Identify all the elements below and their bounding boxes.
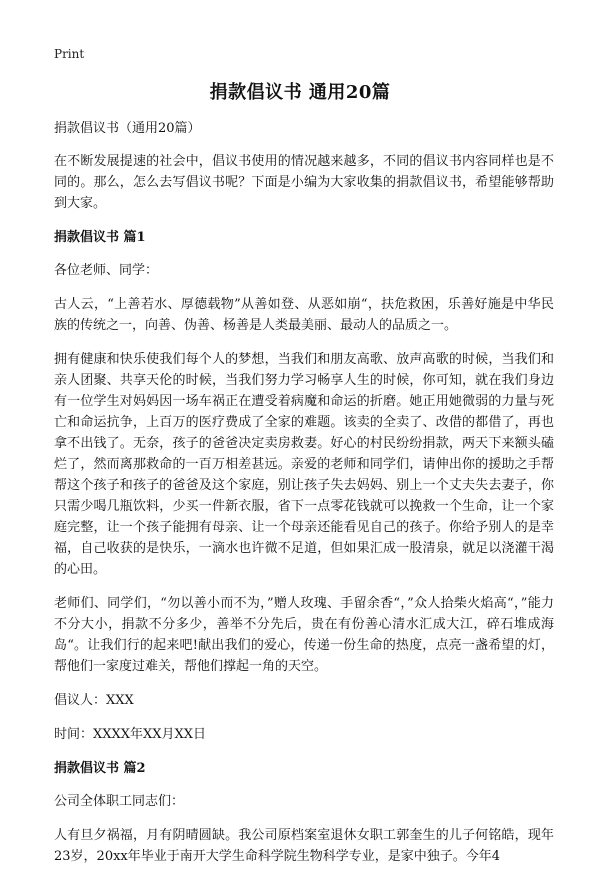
page-title: 捐款倡议书 通用20篇 xyxy=(209,82,391,103)
section-1-date: 时间：XXXX年XX月XX日 xyxy=(54,727,207,742)
section-heading-2: 捐款倡议书 篇2 xyxy=(54,761,146,776)
section-2-paragraph-1: 人有旦夕祸福，月有阴晴圆缺。我公司原档案室退休女职工郭奎生的儿子何铭皓，现年23岁，20xx年毕业于南开大学生命科学院生物科学专业，是家中独子。今年4 xyxy=(54,828,554,864)
section-1-greeting: 各位老师、同学： xyxy=(54,263,159,278)
article-body xyxy=(54,118,554,880)
print-link[interactable]: Print xyxy=(54,47,85,61)
document-subtitle: 捐款倡议书（通用20篇） xyxy=(54,121,201,136)
section-1-paragraph-3: 老师们、同学们，“勿以善小而不为，”赠人玫瑰、手留余香“，”众人拾柴火焰高“，”能力不分大小，捐款不分多少，善举不分先后，贵在有份善心清水汇成大江，碎石堆成海岛“。让我们行的起来吧!献出我们的爱心，传递一份生命的热度，点亮一盏希望的灯，帮他们一家度过难关，帮他们撑起一角的天空。 xyxy=(54,596,554,674)
section-1-signer: 倡议人：XXX xyxy=(54,693,134,708)
section-2-greeting: 公司全体职工同志们： xyxy=(54,794,185,809)
section-1-paragraph-1: 古人云，“上善若水、厚德载物”从善如登、从恶如崩“，扶危救困，乐善好施是中华民族的传统之一，向善、伪善、杨善是人类最美丽、最动人的品质之一。 xyxy=(54,297,554,333)
section-1-paragraph-2: 拥有健康和快乐使我们每个人的梦想，当我们和朋友高歌、放声高歌的时候，当我们和亲人团聚、共享天伦的时候，当我们努力学习畅享人生的时候，你可知，就在我们身边有一位学生对妈妈因一场车祸正在遭受着病魔和命运的折磨。她正用她微弱的力量与死亡和命运抗争，上百万的医疗费成了全家的难题。该卖的全卖了、改借的都借了，再也拿不出钱了。无奈，孩子的爸爸决定卖房救妻。好心的村民纷纷捐款，两天下来额头磕烂了，然而离那救命的一百万相差甚远。亲爱的老师和同学们，请伸出你的援助之手帮帮这个孩子和孩子的爸爸及这个家庭，别让孩子失去妈妈、别上一个丈夫失去妻子，你只需少喝几瓶饮料，少买一件新衣服，省下一点零花钱就可以挽救一个生命，让一个家庭完整，让一个孩子能拥有母亲、让一个母亲还能看见自己的孩子。你给予别人的是幸福，自己收获的是快乐，一滴水也许微不足道，但如果汇成一股清泉，就足以浇灌干渴的心田。 xyxy=(54,352,554,577)
intro-paragraph: 在不断发展提速的社会中，倡议书使用的情况越来越多，不同的倡议书内容同样也是不同的。那么，怎么去写倡议书呢？下面是小编为大家收集的捐款倡议书，希望能够帮助到大家。 xyxy=(54,154,554,211)
section-heading-1: 捐款倡议书 篇1 xyxy=(54,230,146,245)
